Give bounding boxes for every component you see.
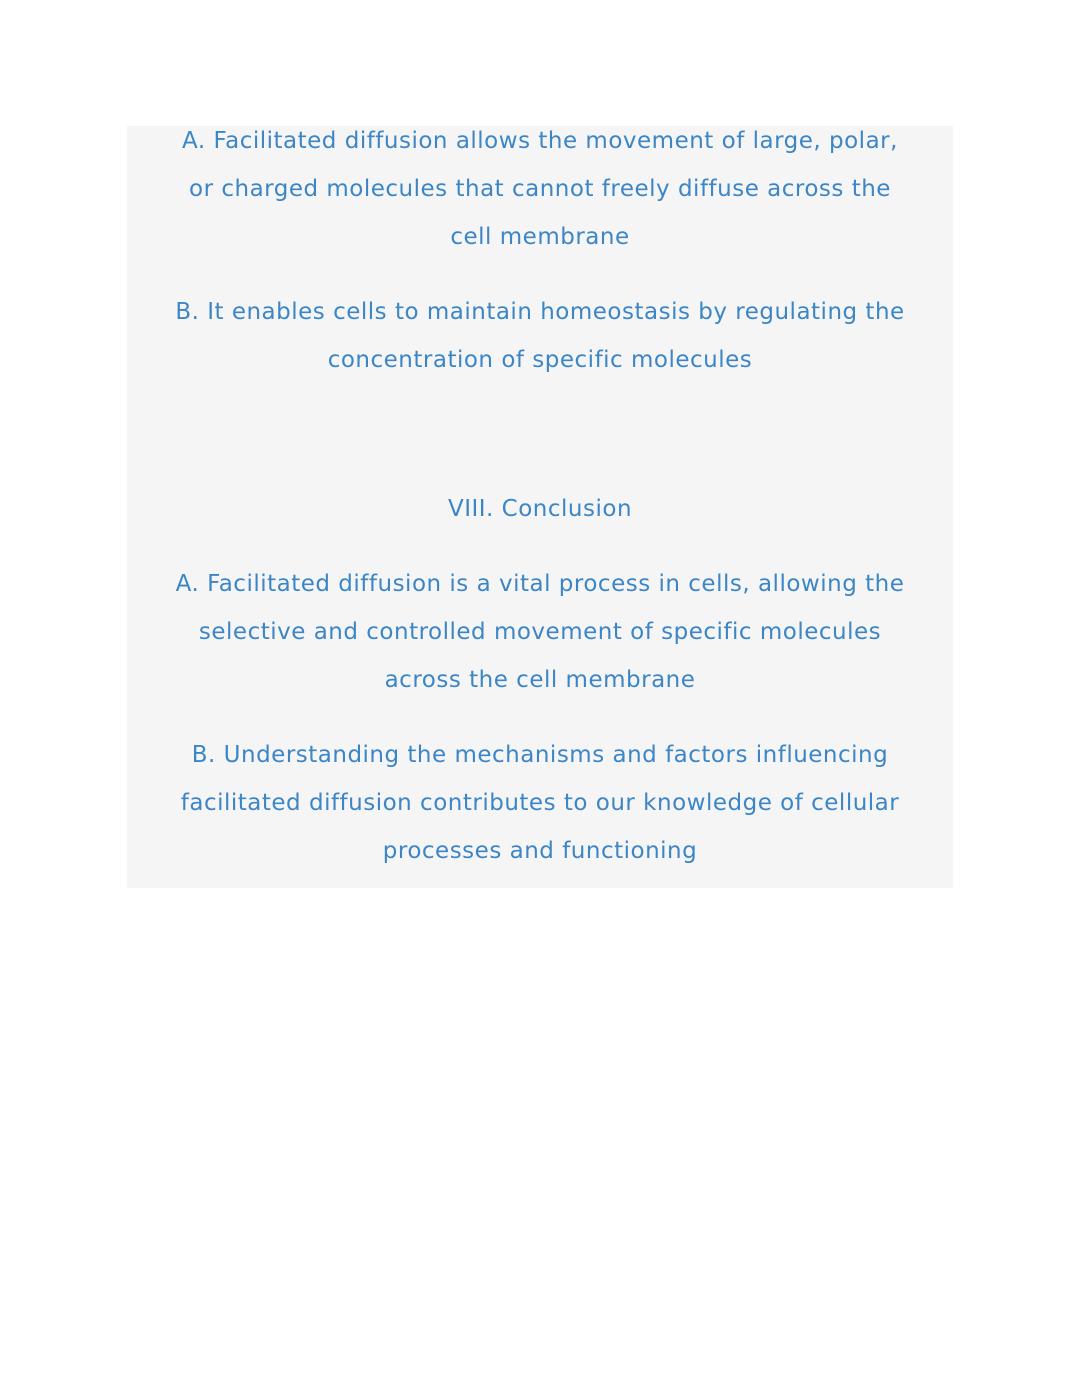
section-8-point-b-line-1: B. Understanding the mechanisms and factors influencing [191,742,889,768]
section-8-point-a-line-3: across the cell membrane [384,667,696,693]
section-7-point-b-line-2: concentration of specific molecules [327,347,753,373]
section-heading: VIII. Conclusion [447,496,633,522]
section-7-point-b-line-1: B. It enables cells to maintain homeostasis by regulating the [175,299,905,325]
section-8-point-a-line-2: selective and controlled movement of specific molecules [198,619,882,645]
section-7-point-a-line-3: cell membrane [450,224,630,250]
section-8-point-a-line-1: A. Facilitated diffusion is a vital process in cells, allowing the [175,571,905,597]
section-7-point-a-line-2: or charged molecules that cannot freely diffuse across the [189,176,891,202]
section-8-point-b-line-3: processes and functioning [382,838,698,864]
content-panel [127,126,953,888]
section-7-point-a-line-1: A. Facilitated diffusion allows the movement of large, polar, [182,128,898,154]
section-8-point-b-line-2: facilitated diffusion contributes to our knowledge of cellular [180,790,900,816]
